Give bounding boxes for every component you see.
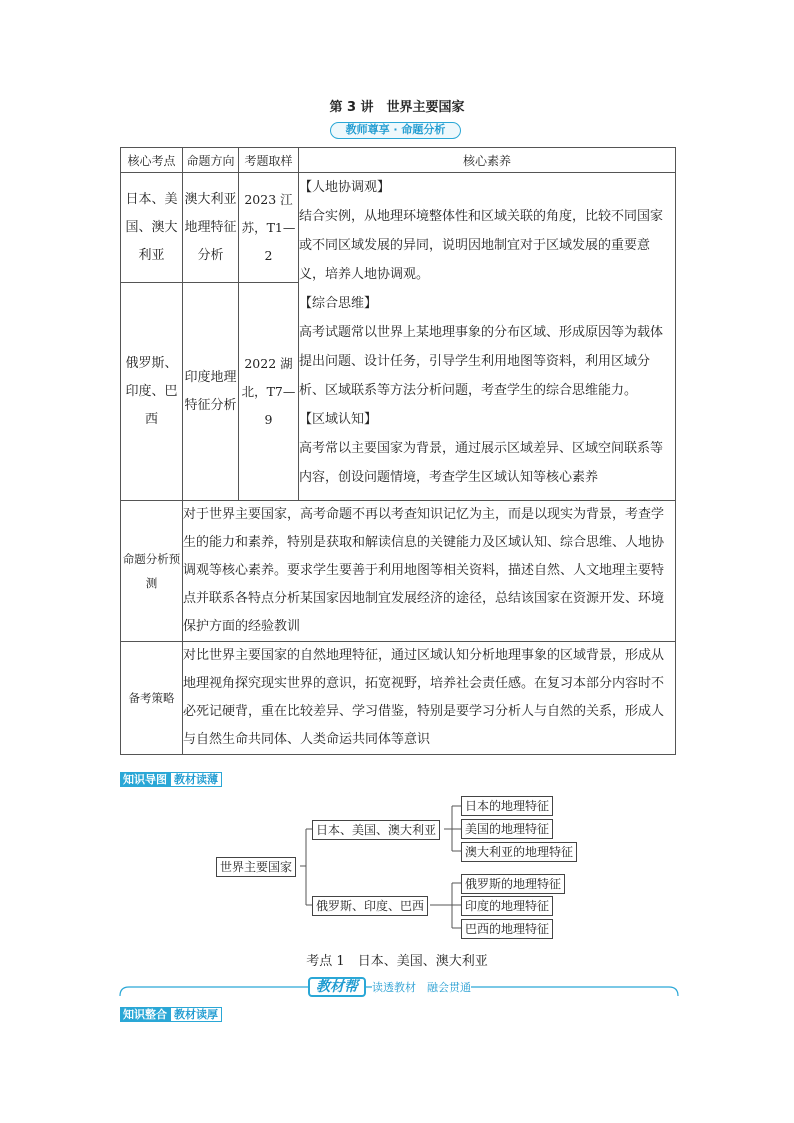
literacy-heading: 【综合思维】	[299, 296, 378, 311]
banner-center	[308, 976, 490, 998]
mindmap-leaf: 美国的地理特征	[461, 819, 553, 839]
mindmap-branch: 日本、美国、澳大利亚	[312, 820, 440, 840]
tag-primary: 知识整合	[120, 1007, 170, 1022]
banner-subtitle: 读透教材 融会贯通	[372, 981, 471, 994]
column-header: 考题取样	[239, 148, 299, 173]
strategy-text: 对比世界主要国家的自然地理特征，通过区域认知分析地理事象的区域背景，形成从地理视角探究现实世界的意识，拓宽视野，培养社会责任感。在复习本部分内容时不必死记硬背，重在比较差异、学习借鉴，特别是要学习分析人与自然的关系，形成人与自然生命共同体、人类命运共同体等意识	[183, 642, 676, 755]
prediction-label: 命题分析预测	[121, 501, 183, 642]
column-header: 核心素养	[299, 148, 676, 173]
mindmap-leaf: 日本的地理特征	[461, 796, 553, 816]
sample-cell: 2022 湖北，T7—9	[239, 283, 299, 501]
mindmap-leaf: 巴西的地理特征	[461, 919, 553, 939]
literacy-text: 高考试题常以世界上某地理事象的分布区域、形成原因等为载体提出问题、设计任务，引导学生利用地图等资料，利用区域分析、区域联系等方法分析问题，考查学生的综合思维能力。	[299, 325, 664, 398]
literacy-text: 高考常以主要国家为背景，通过展示区域差异、区域空间联系等内容，创设问题情境，考查学生区域认知等核心素养	[299, 441, 664, 485]
teacher-badge: 教师尊享 · 命题分析	[330, 122, 461, 139]
direction-cell: 印度地理特征分析	[183, 283, 239, 501]
integration-tag	[120, 1007, 222, 1022]
column-header: 核心考点	[121, 148, 183, 173]
sample-cell: 2023 江苏，T1—2	[239, 173, 299, 283]
column-header: 命题方向	[183, 148, 239, 173]
strategy-label: 备考策略	[121, 642, 183, 755]
prediction-text: 对于世界主要国家，高考命题不再以考查知识记忆为主，而是以现实为背景，考查学生的能力和素养，特别是获取和解读信息的关键能力及区域认知、综合思维、人地协调观等核心素养。要求学生要善于利用地图等相关资料，描述自然、人文地理主要特点并联系各特点分析某国家因地制宜发展经济的途径，总结该国家在资源开发、环境保护方面的经验教训	[183, 501, 676, 642]
banner-badge: 教材帮	[308, 977, 366, 997]
literacy-text: 结合实例，从地理环境整体性和区域关联的角度，比较不同国家或不同区域发展的异同，说明因地制宜对于区域发展的重要意义，培养人地协调观。	[299, 209, 664, 282]
mindmap-leaf: 俄罗斯的地理特征	[461, 874, 565, 894]
mindmap-branch: 俄罗斯、印度、巴西	[312, 896, 428, 916]
mindmap-leaf: 澳大利亚的地理特征	[461, 842, 577, 862]
mindmap-leaf: 印度的地理特征	[461, 896, 553, 916]
textbook-banner	[118, 976, 680, 1000]
tag-primary: 知识导图	[120, 772, 170, 787]
direction-cell: 澳大利亚地理特征分析	[183, 173, 239, 283]
tag-secondary: 教材读薄	[170, 772, 222, 787]
literacy-heading: 【区域认知】	[299, 412, 378, 427]
core-point-cell: 俄罗斯、印度、巴西	[121, 283, 183, 501]
tag-secondary: 教材读厚	[170, 1007, 222, 1022]
core-point-cell: 日本、美国、澳大利亚	[121, 173, 183, 283]
literacy-heading: 【人地协调观】	[299, 180, 391, 195]
page-title: 第 3 讲 世界主要国家	[329, 100, 465, 115]
section-title: 考点 1 日本、美国、澳大利亚	[306, 954, 488, 969]
mindmap-root: 世界主要国家	[216, 857, 296, 877]
